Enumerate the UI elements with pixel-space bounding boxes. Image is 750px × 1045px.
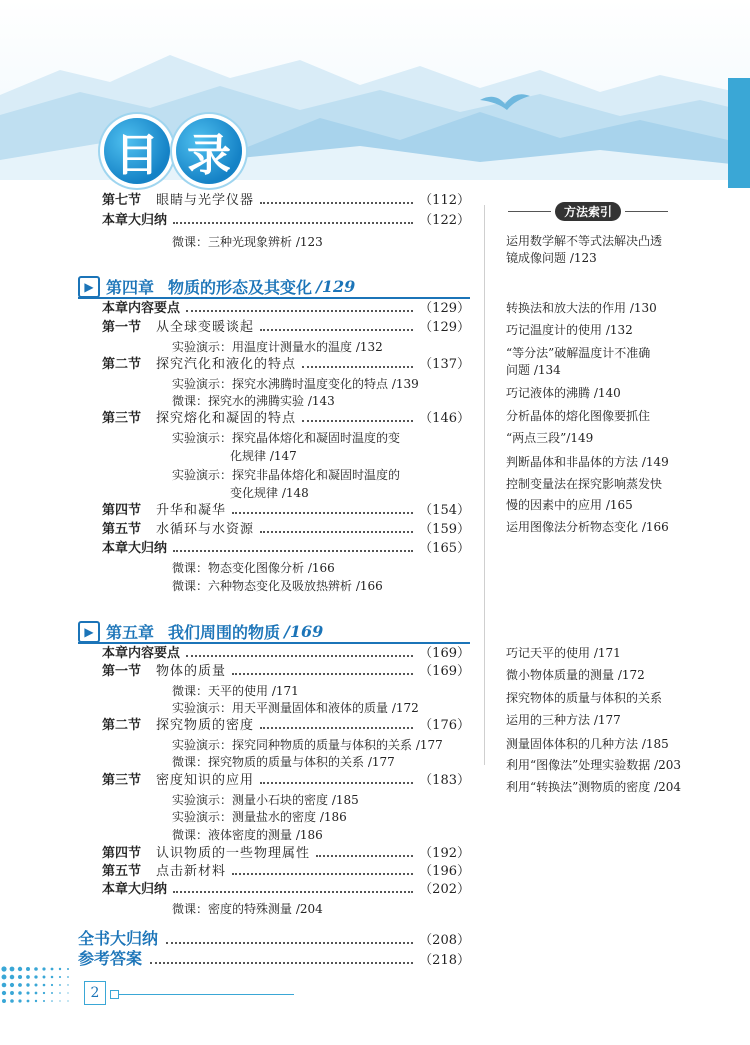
page-ref: （208） (419, 933, 470, 948)
toc-line[interactable] (102, 864, 470, 880)
method-index-item[interactable]: 控制变量法在探究影响蒸发快 (506, 477, 663, 491)
page-ref: （218） (419, 953, 470, 968)
sub-entry[interactable]: 微课：液体密度的测量 /186 (172, 828, 323, 842)
sub-entry[interactable]: 实验演示：用温度计测量水的温度 /132 (172, 340, 383, 354)
method-index-item[interactable]: 运用图像法分析物态变化 /166 (506, 520, 669, 534)
leader-dots (150, 962, 413, 964)
page-ref: （192） (419, 846, 470, 861)
method-index-item[interactable]: 判断晶体和非晶体的方法 /149 (506, 455, 669, 469)
toc-line[interactable] (102, 301, 470, 317)
section-title: 密度知识的应用 (156, 773, 255, 788)
section-title: 点击新材料 (156, 864, 227, 879)
method-index-item[interactable]: 巧记液体的沸腾 /140 (506, 386, 621, 400)
chapter-label: 第五章 (106, 623, 155, 642)
toc-line[interactable] (102, 718, 470, 734)
grid-dot (51, 1000, 53, 1002)
section-title: 升华和凝华 (156, 503, 227, 518)
page-number: 2 (84, 981, 106, 1005)
section-label: 本章内容要点 (102, 301, 181, 316)
grid-dot (10, 975, 15, 980)
page-ref: （146） (419, 411, 470, 426)
section-label: 本章大归纳 (102, 882, 168, 897)
chapter-page: /169 (284, 622, 324, 641)
chapter-page: /129 (316, 277, 356, 296)
method-index-title (508, 202, 668, 221)
sub-entry[interactable]: 实验演示：测量盐水的密度 /186 (172, 810, 347, 824)
section-title: 眼睛与光学仪器 (156, 193, 255, 208)
leader-dots (166, 942, 413, 944)
sub-entry[interactable]: 实验演示：探究晶体熔化和凝固时温度的变 (172, 431, 401, 445)
page-ref: （169） (419, 664, 470, 679)
method-index-item[interactable]: “等分法”破解温度计不准确 (506, 346, 651, 360)
grid-dot (43, 976, 46, 979)
dot-grid-decoration (0, 965, 80, 1005)
grid-dot (59, 968, 61, 970)
chapter-rule (78, 642, 470, 644)
method-index-item[interactable]: 巧记温度计的使用 /132 (506, 323, 633, 337)
method-index-item[interactable]: 微小物体质量的测量 /172 (506, 668, 645, 682)
toc-line[interactable] (102, 882, 470, 898)
footer-square-icon (110, 990, 119, 999)
leader-dots (302, 366, 413, 368)
title-rule-left (508, 211, 551, 212)
toc-line[interactable] (102, 213, 470, 229)
grid-dot (35, 992, 38, 995)
toc-line[interactable] (102, 193, 470, 209)
method-index-item[interactable]: 运用的三种方法 /177 (506, 713, 621, 727)
section-title: 探究熔化和凝固的特点 (156, 411, 297, 426)
section-label: 第三节 (102, 773, 142, 788)
method-index-item[interactable]: 慢的因素中的应用 /165 (506, 498, 633, 512)
leader-dots (186, 310, 413, 312)
grid-dot (43, 984, 46, 987)
toc-line[interactable] (102, 357, 470, 373)
toc-line[interactable] (102, 664, 470, 680)
sub-entry[interactable]: 实验演示：用天平测量固体和液体的质量 /172 (172, 701, 419, 715)
section-title: 从全球变暖谈起 (156, 320, 255, 335)
section-label: 第五节 (102, 864, 142, 879)
grid-dot (59, 992, 61, 994)
leader-dots (232, 512, 413, 514)
grid-dot (2, 991, 6, 995)
grid-dot (43, 992, 45, 994)
grid-dot (67, 968, 69, 970)
sub-entry[interactable]: 微课：密度的特殊测量 /204 (172, 902, 323, 916)
leader-dots (260, 782, 413, 784)
section-label: 第一节 (102, 320, 142, 335)
grid-dot (59, 1000, 60, 1001)
grid-dot (67, 992, 68, 993)
method-index-item[interactable]: 镜成像问题 /123 (506, 251, 597, 265)
grid-dot (34, 975, 37, 978)
grid-dot (59, 976, 61, 978)
toc-line[interactable] (102, 411, 470, 427)
grid-dot (18, 967, 22, 971)
sub-entry[interactable]: 实验演示：测量小石块的密度 /185 (172, 793, 359, 807)
method-index-item[interactable]: 转换法和放大法的作用 /130 (506, 301, 657, 315)
chevron-right-icon: ▶ (78, 276, 100, 298)
grand-title: 参考答案 (78, 949, 143, 968)
leader-dots (260, 202, 413, 204)
page-ref: （202） (419, 882, 470, 897)
section-label: 第七节 (102, 193, 142, 208)
chapter-label: 第四章 (106, 278, 155, 297)
grid-dot (10, 999, 14, 1003)
title-char-1: 目 (104, 118, 170, 184)
sub-entry[interactable]: 微课：天平的使用 /171 (172, 684, 299, 698)
page-ref: （129） (419, 301, 470, 316)
grid-dot (10, 967, 15, 972)
chevron-right-icon: ▶ (78, 621, 100, 643)
method-index-item[interactable]: 利用“图像法”处理实验数据 /203 (506, 758, 682, 772)
toc-line[interactable] (102, 773, 470, 789)
chapter-title: 物质的形态及其变化 (168, 278, 313, 297)
leader-dots (232, 873, 413, 875)
grid-dot (35, 984, 38, 987)
sub-entry-continued: 变化规律 /148 (230, 486, 309, 500)
grid-dot (51, 992, 53, 994)
section-title: 探究物质的密度 (156, 718, 255, 733)
method-index-label: 方法索引 (555, 202, 621, 221)
section-title: 探究汽化和液化的特点 (156, 357, 297, 372)
title-char-2: 录 (176, 118, 242, 184)
section-label: 第四节 (102, 846, 142, 861)
grid-dot (67, 976, 69, 978)
sub-entry[interactable]: 微课：三种光现象辨析 /123 (172, 235, 323, 249)
sub-entry[interactable]: 实验演示：探究水沸腾时温度变化的特点 /139 (172, 377, 419, 391)
grid-dot (26, 983, 29, 986)
toc-grand-line[interactable] (78, 946, 470, 969)
page-ref: （165） (419, 541, 470, 556)
leader-dots (173, 550, 413, 552)
sub-entry[interactable]: 实验演示：探究非晶体熔化和凝固时温度的 (172, 468, 401, 482)
chapter-heading[interactable] (78, 620, 323, 643)
leader-dots (316, 855, 413, 857)
page-ref: （196） (419, 864, 470, 879)
grid-dot (51, 976, 54, 979)
page-ref: （137） (419, 357, 470, 372)
section-label: 第五节 (102, 522, 142, 537)
column-divider (484, 205, 485, 765)
sub-entry[interactable]: 微课：探究水的沸腾实验 /143 (172, 394, 335, 408)
toc-line[interactable] (102, 846, 470, 862)
chapter-title: 我们周围的物质 (168, 623, 281, 642)
method-index-item[interactable]: 探究物体的质量与体积的关系 (506, 691, 663, 705)
grid-dot (26, 975, 30, 979)
grid-dot (26, 991, 29, 994)
sub-entry[interactable]: 实验演示：探究同种物质的质量与体积的关系 /177 (172, 738, 443, 752)
method-index-item[interactable]: 分析晶体的熔化图像要抓住 (506, 409, 651, 423)
section-title: 认识物质的一些物理属性 (156, 846, 311, 861)
grid-dot (43, 1000, 45, 1002)
leader-dots (260, 329, 413, 331)
sub-entry[interactable]: 微课：六种物态变化及吸放热辨析 /166 (172, 579, 383, 593)
page-ref: （129） (419, 320, 470, 335)
grid-dot (26, 967, 30, 971)
right-edge-band (728, 78, 750, 188)
page-ref: （183） (419, 773, 470, 788)
grid-dot (67, 1000, 68, 1001)
section-label: 本章大归纳 (102, 213, 168, 228)
section-label: 第一节 (102, 664, 142, 679)
page-ref: （169） (419, 646, 470, 661)
grid-dot (51, 984, 53, 986)
method-index-item[interactable]: 问题 /134 (506, 363, 561, 377)
method-index-item[interactable]: 运用数学解不等式法解决凸透 (506, 234, 663, 248)
grid-dot (18, 999, 21, 1002)
sub-entry[interactable]: 微课：探究物质的质量与体积的关系 /177 (172, 755, 395, 769)
grid-dot (67, 984, 68, 985)
grid-dot (59, 984, 61, 986)
toc-line[interactable] (102, 522, 470, 538)
method-index-item[interactable]: 利用“转换法”测物质的密度 /204 (506, 780, 682, 794)
chapter-rule (78, 297, 470, 299)
grid-dot (42, 967, 45, 970)
grid-dot (35, 1000, 37, 1002)
leader-dots (186, 655, 413, 657)
grid-dot (2, 975, 7, 980)
page-ref: （176） (419, 718, 470, 733)
toc-line[interactable] (102, 646, 470, 662)
grid-dot (27, 1000, 30, 1003)
grid-dot (34, 967, 38, 971)
grand-title: 全书大归纳 (78, 929, 159, 948)
section-title: 水循环与水资源 (156, 522, 255, 537)
section-label: 第三节 (102, 411, 142, 426)
toc-line[interactable] (102, 320, 470, 336)
grid-dot (51, 968, 54, 971)
grid-dot (18, 991, 22, 995)
leader-dots (302, 420, 413, 422)
footer-rule (114, 994, 294, 995)
section-label: 第四节 (102, 503, 142, 518)
section-label: 第二节 (102, 718, 142, 733)
grid-dot (18, 983, 22, 987)
sub-entry-continued: 化规律 /147 (230, 449, 297, 463)
grid-dot (2, 983, 7, 988)
grid-dot (2, 999, 6, 1003)
method-index-item[interactable]: “两点三段”/149 (506, 431, 594, 445)
leader-dots (173, 222, 413, 224)
grid-dot (18, 975, 22, 979)
grid-dot (1, 966, 6, 971)
page-ref: （154） (419, 503, 470, 518)
leader-dots (260, 531, 413, 533)
method-index-item[interactable]: 测量固体体积的几种方法 /185 (506, 737, 669, 751)
leader-dots (232, 673, 413, 675)
grid-dot (10, 991, 14, 995)
chapter-heading[interactable] (78, 275, 355, 298)
leader-dots (260, 727, 413, 729)
section-label: 本章内容要点 (102, 646, 181, 661)
toc-line[interactable] (102, 503, 470, 519)
page-ref: （159） (419, 522, 470, 537)
section-title: 物体的质量 (156, 664, 227, 679)
page-ref: （112） (419, 193, 470, 208)
leader-dots (173, 891, 413, 893)
sub-entry[interactable]: 微课：物态变化图像分析 /166 (172, 561, 335, 575)
section-label: 本章大归纳 (102, 541, 168, 556)
toc-line[interactable] (102, 541, 470, 557)
section-label: 第二节 (102, 357, 142, 372)
title-rule-right (625, 211, 668, 212)
grid-dot (10, 983, 14, 987)
page-ref: （122） (419, 213, 470, 228)
method-index-item[interactable]: 巧记天平的使用 /171 (506, 646, 621, 660)
